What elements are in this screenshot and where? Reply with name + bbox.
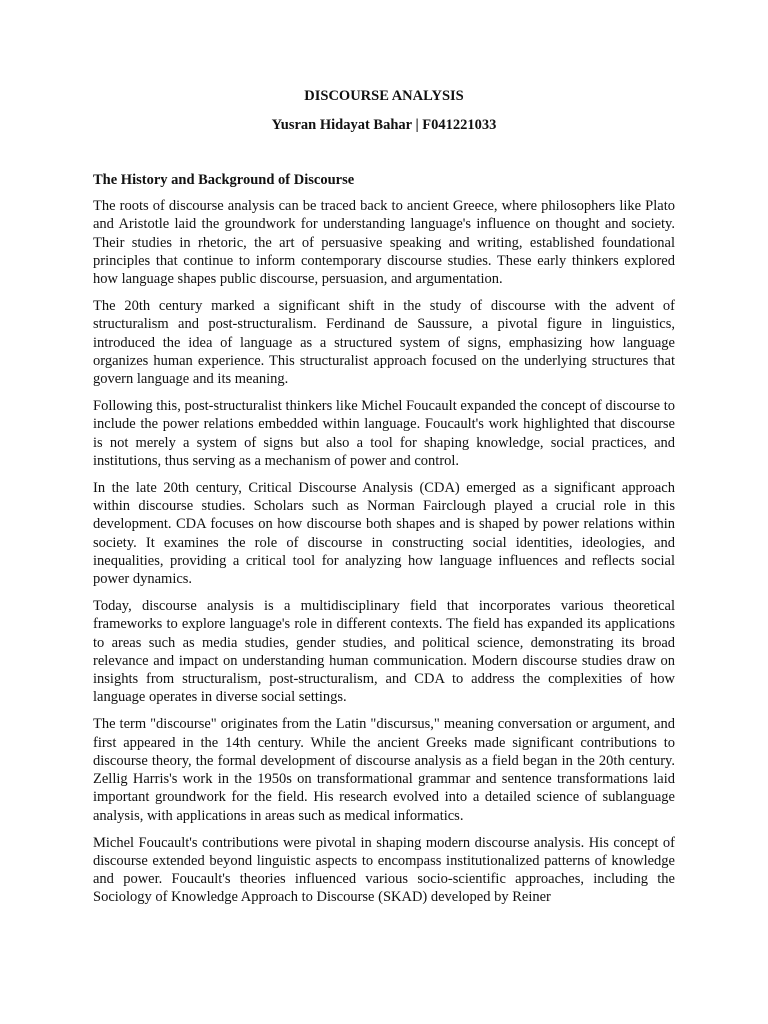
document-title: DISCOURSE ANALYSIS	[304, 88, 464, 104]
paragraph: The 20th century marked a significant shift in the study of discourse with the advent of structuralism and post-structuralism. Ferdinand de Saussure, a pivotal figure in linguistics, introduced the idea of language as a structured system of signs, emphasizing how language organizes human experience. This structuralist approach focused on the underlying structures that govern language and its meaning.	[93, 298, 675, 388]
paragraph: The term "discourse" originates from the Latin "discursus," meaning conversation or argument, and first appeared in the 14th century. While the ancient Greeks made significant contributions to discourse theory, the formal development of discourse analysis as a field began in the 20th century. Zellig Harris's work in the 1950s on transformational grammar and sentence transformations laid important groundwork for the field. His research evolved into a detailed science of sublanguage analysis, with applications in areas such as medical informatics.	[93, 716, 675, 824]
paragraph: Michel Foucault's contributions were pivotal in shaping modern discourse analysis. His concept of discourse extended beyond linguistic aspects to encompass institutionalized patterns of knowledge and power. Foucault's theories influenced various socio-scientific approaches, including the Sociology of Knowledge Approach to Discourse (SKAD) developed by Reiner	[93, 834, 675, 906]
section-heading: The History and Background of Discourse	[93, 172, 355, 188]
document-body	[93, 171, 675, 916]
paragraph: Following this, post-structuralist thinkers like Michel Foucault expanded the concept of discourse to include the power relations embedded within language. Foucault's work highlighted that discourse is not merely a system of signs but also a tool for shaping knowledge, social practices, and institutions, thus serving as a mechanism of power and control.	[93, 398, 675, 469]
author-line: Yusran Hidayat Bahar | F041221033	[271, 117, 497, 133]
paragraph: The roots of discourse analysis can be traced back to ancient Greece, where philosophers like Plato and Aristotle laid the groundwork for understanding language's influence on thought and society. Their studies in rhetoric, the art of persuasive speaking and writing, established foundational principles that continue to inform contemporary discourse studies. These early thinkers explored how language shapes public discourse, persuasion, and argumentation.	[93, 198, 675, 288]
paragraph: Today, discourse analysis is a multidisciplinary field that incorporates various theoretical frameworks to explore language's role in different contexts. The field has expanded its applications to areas such as media studies, gender studies, and political science, demonstrating its broad relevance and impact on understanding human communication. Modern discourse studies draw on insights from structuralism, post-structuralism, and CDA to address the complexities of how language operates in diverse social settings.	[93, 598, 675, 706]
paragraph: In the late 20th century, Critical Discourse Analysis (CDA) emerged as a significant approach within discourse studies. Scholars such as Norman Fairclough played a crucial role in this development. CDA focuses on how discourse both shapes and is shaped by power relations within society. It examines the role of discourse in constructing social identities, ideologies, and inequalities, providing a critical tool for analyzing how language influences and reflects social power dynamics.	[93, 480, 675, 588]
